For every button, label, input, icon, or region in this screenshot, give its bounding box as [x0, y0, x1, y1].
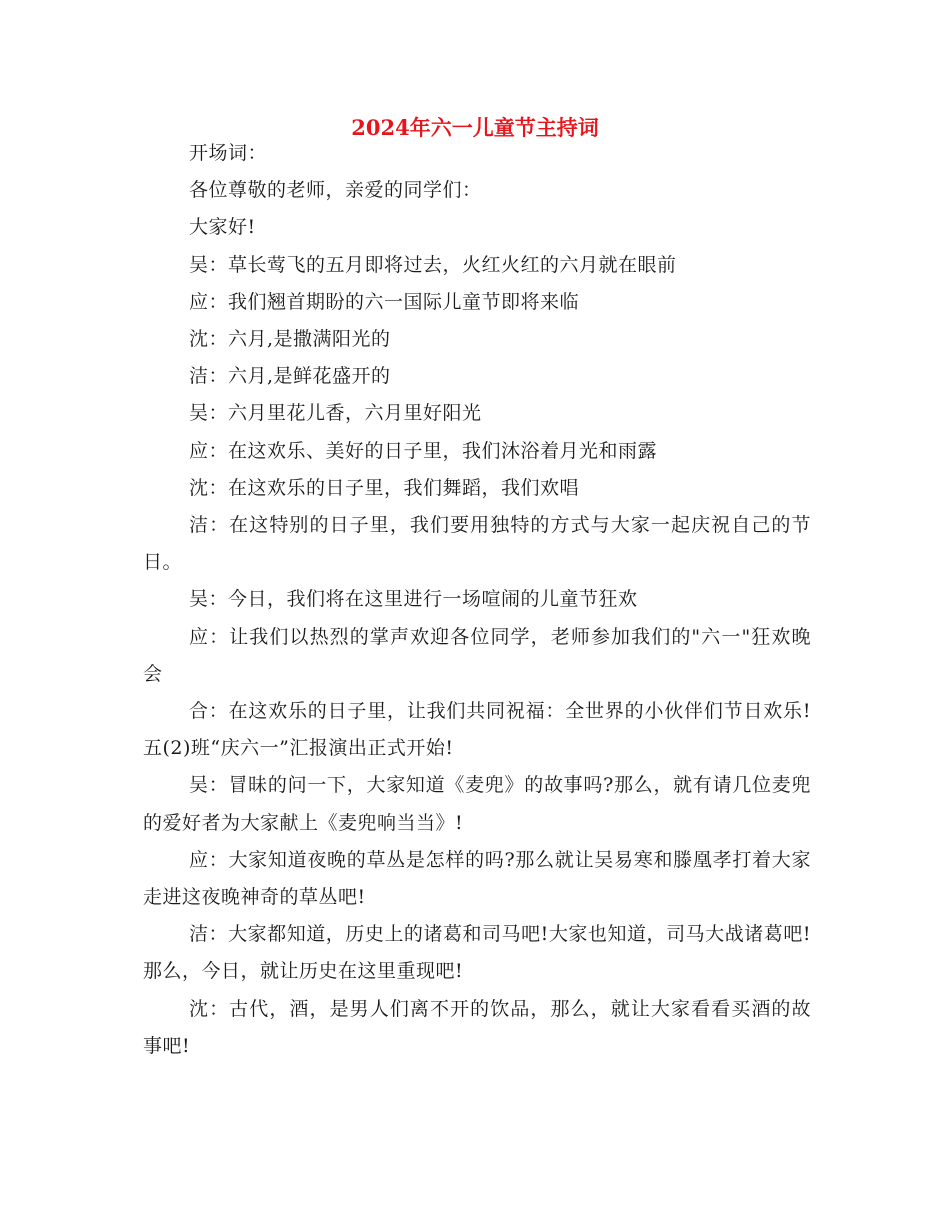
paragraph-line: 沈：古代，酒，是男人们离不开的饮品，那么，就让大家看看买酒的故事吧! [143, 997, 811, 1057]
paragraph-line: 应：让我们以热烈的掌声欢迎各位同学，老师参加我们的"六一"狂欢晚会 [143, 625, 811, 685]
document-title: 2024年六一儿童节主持词 [351, 115, 599, 140]
paragraph-line: 洁：六月,是鲜花盛开的 [189, 365, 391, 388]
paragraph-line: 吴：冒昧的问一下，大家知道《麦兜》的故事吗?那么，就有请几位麦兜的爱好者为大家献上《麦兜响当当》! [143, 774, 811, 834]
paragraph-greeting: 各位尊敬的老师，亲爱的同学们： [189, 179, 482, 202]
paragraph-line: 沈：六月,是撒满阳光的 [189, 328, 391, 351]
paragraph-line: 吴：今日，我们将在这里进行一场喧闹的儿童节狂欢 [189, 588, 638, 611]
paragraph-line: 洁：大家都知道，历史上的诸葛和司马吧!大家也知道，司马大战诸葛吧!那么，今日，就让历史在这里重现吧! [143, 923, 811, 983]
paragraph-hello: 大家好! [189, 216, 256, 239]
paragraph-line: 应：大家知道夜晚的草丛是怎样的吗?那么就让吴易寒和滕凰孝打着大家走进这夜晚神奇的草丛吧! [143, 848, 811, 909]
paragraph-line: 吴：六月里花儿香，六月里好阳光 [189, 402, 482, 425]
paragraph-line: 沈：在这欢乐的日子里，我们舞蹈，我们欢唱 [189, 476, 580, 499]
paragraph-line: 应：在这欢乐、美好的日子里，我们沐浴着月光和雨露 [189, 439, 658, 462]
paragraph-line: 合：在这欢乐的日子里，让我们共同祝福：全世界的小伙伴们节日欢乐! 五(2)班“庆六一”汇报演出正式开始! [143, 700, 811, 760]
paragraph-line: 应：我们翘首期盼的六一国际儿童节即将来临 [189, 290, 580, 313]
paragraph-line: 洁：在这特别的日子里，我们要用独特的方式与大家一起庆祝自己的节日。 [143, 514, 811, 574]
paragraph-line: 吴：草长莺飞的五月即将过去，火红火红的六月就在眼前 [189, 253, 677, 276]
paragraph-opening-label: 开场词： [189, 142, 268, 164]
document-body [143, 135, 811, 1065]
